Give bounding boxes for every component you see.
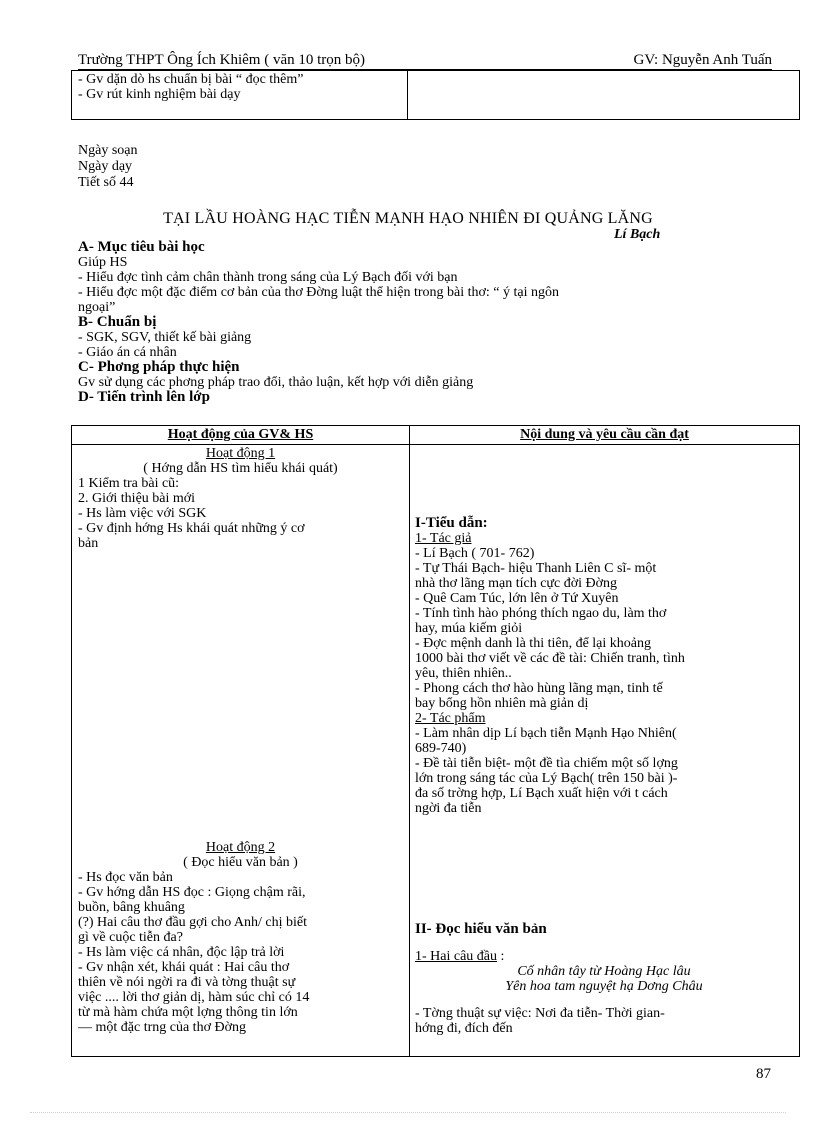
lesson-author: Lí Bạch xyxy=(614,227,661,242)
section-2-heading: II- Đọc hiểu văn bản xyxy=(415,921,547,937)
cell-line: bay bổng hồn nhiên mà giản dị xyxy=(415,696,589,711)
cell-line: - Tính tình hào phóng thích ngao du, làm thơ xyxy=(415,606,667,621)
table-header-row xyxy=(72,426,799,445)
school-name: Trường THPT Ông Ích Khiêm ( văn 10 trọn bộ) xyxy=(78,52,366,68)
cell-line: bản xyxy=(78,536,99,551)
plan-line: ngoại” xyxy=(78,300,116,315)
cell-line: - Đề tài tiễn biệt- một đề tìa chiếm một số lợng xyxy=(415,756,678,771)
section-2-cell xyxy=(415,922,793,1036)
cell-line: việc .... lời thơ giản dị, hàm súc chỉ có 14 xyxy=(78,990,310,1005)
section-1-sub-1: 1- Tác giả xyxy=(415,531,472,546)
cell-line: 689-740) xyxy=(415,741,467,756)
lesson-title: TẠI LẦU HOÀNG HẠC TIỄN MẠNH HẠO NHIÊN ĐI QUẢNG LĂNG xyxy=(163,210,653,227)
previous-lesson-table xyxy=(71,70,800,120)
lesson-plan xyxy=(78,240,798,405)
tiet-so: Tiết số 44 xyxy=(78,175,134,190)
section-1-cell xyxy=(415,516,793,816)
cell-line: - Gv hớng dẫn HS đọc : Giọng chậm rãi, xyxy=(78,885,306,900)
cell-line: - Lí Bạch ( 701- 762) xyxy=(415,546,535,561)
cell-line: - Hs làm việc với SGK xyxy=(78,506,207,521)
ngay-soan: Ngày soạn xyxy=(78,143,138,158)
activities-table xyxy=(71,425,800,1057)
cell-line: - Tờng thuật sự việc: Nơi đa tiễn- Thời gian- xyxy=(415,1006,665,1021)
page-number: 87 xyxy=(756,1066,771,1082)
section-b-heading: B- Chuẩn bị xyxy=(78,314,157,330)
plan-line: Giúp HS xyxy=(78,255,128,270)
poem-line-2: Yên hoa tam nguyệt hạ Dơng Châu xyxy=(505,979,703,994)
poem-line-1: Cố nhân tây từ Hoàng Hạc lâu xyxy=(517,964,691,979)
cell-line: - Hs làm việc cá nhân, độc lập trả lời xyxy=(78,945,285,960)
spacer xyxy=(415,937,793,949)
section-c-heading: C- Phơng pháp thực hiện xyxy=(78,359,240,375)
col1-header: Hoạt động của GV& HS xyxy=(167,427,314,442)
plan-line: Gv sử dụng các phơng pháp trao đổi, thảo luận, kết hợp với diễn giảng xyxy=(78,375,474,390)
page-header xyxy=(78,51,772,70)
section-d-heading: D- Tiến trình lên lớp xyxy=(78,389,210,405)
cell-line: thiên về nói ngời ra đi và tờng thuật sự xyxy=(78,975,296,990)
activity-1-title: Hoạt động 1 xyxy=(205,446,276,461)
cell-line: buồn, bâng khuâng xyxy=(78,900,185,915)
cell-line: (?) Hai câu thơ đầu gợi cho Anh/ chị biết xyxy=(78,915,308,930)
cell-line: - Gv định hớng Hs khái quát những ý cơ xyxy=(78,521,305,536)
plan-line: - Hiểu đợc một đặc điểm cơ bản của thơ Đờng luật thể hiện trong bài thơ: “ ý tại ngôn xyxy=(78,285,560,300)
teacher-name: GV: Nguyễn Anh Tuấn xyxy=(633,52,772,68)
cell-line: hay, múa kiếm giỏi xyxy=(415,621,523,636)
lesson-meta xyxy=(78,143,138,191)
cell-line: từ mà hàm chứa một lợng thông tin lớn xyxy=(78,1005,298,1020)
cell-line: - Làm nhân dịp Lí bạch tiễn Mạnh Hạo Nhiên( xyxy=(415,726,677,741)
activity-2-subtitle: ( Đọc hiểu văn bản ) xyxy=(183,855,298,870)
column-divider xyxy=(409,426,410,1056)
spacer xyxy=(415,994,793,1006)
activity-1-cell xyxy=(78,446,403,551)
cell-line: - Gv nhận xét, khái quát : Hai câu thơ xyxy=(78,960,290,975)
cell-line: đa số trờng hợp, Lí Bạch xuất hiện với t cách xyxy=(415,786,668,801)
cell-line: nhà thơ lãng mạn tích cực đời Đờng xyxy=(415,576,618,591)
section-2-sub-1: 1- Hai câu đầu xyxy=(415,949,498,964)
plan-line: - Giáo án cá nhân xyxy=(78,345,177,360)
cell-line: - Đợc mệnh danh là thi tiên, để lại khoảng xyxy=(415,636,652,651)
activity-2-title: Hoạt động 2 xyxy=(205,840,276,855)
table-line: - Gv rút kinh nghiệm bài dạy xyxy=(78,87,241,102)
activity-2-cell xyxy=(78,840,403,1035)
plan-line: - Hiểu đợc tình cảm chân thành trong sáng của Lý Bạch đối với bạn xyxy=(78,270,458,285)
cell-line: 2. Giới thiệu bài mới xyxy=(78,491,196,506)
cell-line: 1 Kiểm tra bài cũ: xyxy=(78,476,180,491)
ngay-day: Ngày dạy xyxy=(78,159,133,174)
cell-line: - Quê Cam Túc, lớn lên ở Tứ Xuyên xyxy=(415,591,619,606)
section-a-heading: A- Mục tiêu bài học xyxy=(78,239,205,255)
section-1-heading: I-Tiểu dẫn: xyxy=(415,515,488,531)
cell-line: — một đặc trng của thơ Đờng xyxy=(78,1020,246,1035)
col2-header: Nội dung và yêu cầu cần đạt xyxy=(520,427,689,442)
section-2-sub-1-tail: : xyxy=(497,949,505,964)
cell-line: - Tự Thái Bạch- hiệu Thanh Liên C sĩ- một xyxy=(415,561,657,576)
cell-line: yêu, thiên nhiên.. xyxy=(415,666,512,681)
cell-line: hớng đi, đích đến xyxy=(415,1021,513,1036)
footer-divider xyxy=(30,1112,786,1113)
activity-1-subtitle: ( Hớng dẫn HS tìm hiểu khái quát) xyxy=(143,461,338,476)
section-1-sub-2: 2- Tác phẩm xyxy=(415,711,486,726)
plan-line: - SGK, SGV, thiết kế bài giảng xyxy=(78,330,252,345)
cell-line: - Phong cách thơ hào hùng lãng mạn, tinh tế xyxy=(415,681,663,696)
previous-lesson-cell xyxy=(72,71,408,119)
cell-line: 1000 bài thơ viết về các đề tài: Chiến tranh, tình xyxy=(415,651,685,666)
table-line: - Gv dặn dò hs chuẩn bị bài “ đọc thêm” xyxy=(78,72,304,87)
cell-line: lớn trong sáng tác của Lý Bạch( trên 150 bài )- xyxy=(415,771,678,786)
cell-line: - Hs đọc văn bản xyxy=(78,870,173,885)
cell-line: ngời đa tiễn xyxy=(415,801,482,816)
section-2-sub-1-line xyxy=(415,949,793,964)
cell-line: gì về cuộc tiễn đa? xyxy=(78,930,183,945)
